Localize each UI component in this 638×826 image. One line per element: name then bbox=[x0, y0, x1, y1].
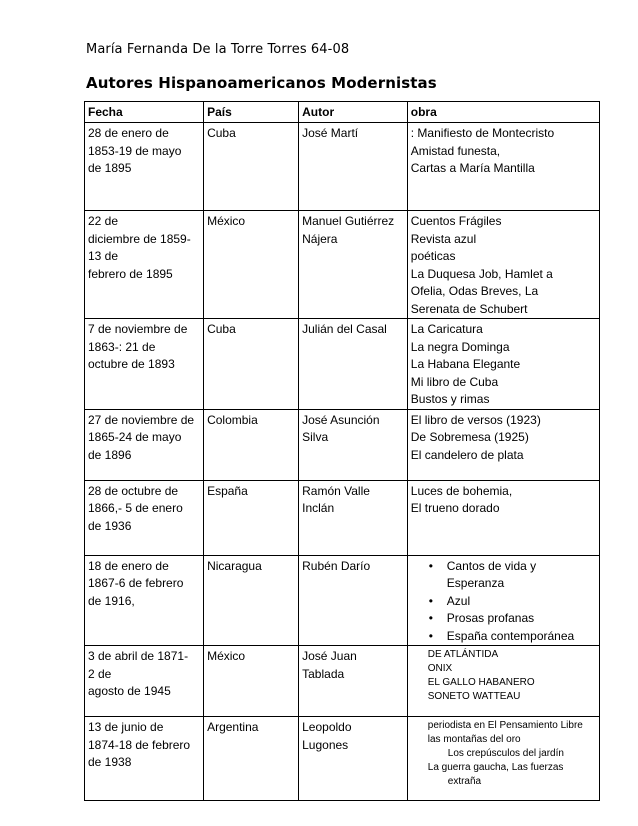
country-cell: México bbox=[204, 646, 299, 717]
date-line: 1866,- 5 de enero bbox=[88, 501, 183, 515]
work-item: Cuentos Frágiles bbox=[410, 214, 502, 228]
work-item: • España contemporánea bbox=[446, 628, 575, 643]
list-item bbox=[447, 593, 596, 611]
table-row bbox=[85, 555, 600, 646]
date-cell bbox=[85, 646, 204, 717]
work-item: Ofelia, Odas Breves, La bbox=[410, 284, 539, 298]
author-line: Manuel Gutiérrez bbox=[302, 214, 395, 228]
date-line: de 1938 bbox=[88, 755, 132, 769]
work-item: las montañas del oro bbox=[427, 734, 521, 745]
column-header-author: Autor bbox=[299, 102, 408, 123]
date-cell bbox=[85, 319, 204, 410]
author-cell bbox=[299, 717, 408, 801]
work-item: La guerra gaucha, Las fuerzas bbox=[427, 762, 564, 773]
work-item: periodista en El Pensamiento Libre bbox=[427, 720, 583, 731]
table-row bbox=[85, 409, 600, 480]
work-item: Amistad funesta, bbox=[410, 143, 501, 158]
date-line: 3 de abril de 1871- bbox=[88, 649, 189, 663]
work-item: • Azul bbox=[446, 593, 471, 608]
date-line: octubre de 1893 bbox=[88, 357, 175, 371]
country-cell: Cuba bbox=[204, 319, 299, 410]
table-row bbox=[85, 646, 600, 717]
work-item: De Sobremesa (1925) bbox=[410, 430, 529, 444]
author-line: Tablada bbox=[302, 666, 345, 681]
author-line: Julián del Casal bbox=[302, 322, 387, 336]
author-cell bbox=[299, 211, 408, 319]
work-item: El libro de versos (1923) bbox=[410, 412, 541, 427]
date-cell bbox=[85, 717, 204, 801]
work-item: La negra Dominga bbox=[410, 339, 510, 354]
date-line: 28 de octubre de bbox=[88, 483, 179, 498]
work-item: La Caricatura bbox=[410, 322, 483, 336]
date-line: diciembre de 1859- bbox=[88, 231, 191, 246]
table-row bbox=[85, 717, 600, 801]
work-item: La Duquesa Job, Hamlet a bbox=[410, 266, 553, 281]
date-cell bbox=[85, 480, 204, 555]
works-cell bbox=[407, 409, 599, 480]
author-cell bbox=[299, 480, 408, 555]
author-line: Leopoldo bbox=[302, 720, 352, 734]
date-cell bbox=[85, 211, 204, 319]
date-cell bbox=[85, 555, 204, 646]
author-cell bbox=[299, 409, 408, 480]
list-item bbox=[447, 610, 596, 628]
country-cell: España bbox=[204, 480, 299, 555]
country-cell: México bbox=[204, 211, 299, 319]
works-cell bbox=[407, 211, 599, 319]
author-line: José Martí bbox=[302, 126, 359, 140]
work-item: Cartas a María Mantilla bbox=[410, 161, 535, 175]
date-line: 2 de bbox=[88, 666, 112, 681]
date-line: 1863-: 21 de bbox=[88, 339, 156, 354]
date-line: 13 de bbox=[88, 249, 119, 263]
country-cell: Cuba bbox=[204, 123, 299, 211]
work-item: poéticas bbox=[410, 249, 456, 263]
date-line: de 1916, bbox=[88, 593, 135, 608]
date-cell bbox=[85, 409, 204, 480]
date-line: 13 de junio de bbox=[88, 720, 164, 734]
column-header-date: Fecha bbox=[85, 102, 204, 123]
work-item: Revista azul bbox=[410, 231, 477, 246]
date-line: 18 de enero de bbox=[88, 558, 169, 573]
date-line: 1867-6 de febrero bbox=[88, 576, 184, 590]
works-cell bbox=[407, 123, 599, 211]
work-item: Serenata de Schubert bbox=[410, 301, 528, 316]
author-line: Silva bbox=[302, 430, 329, 444]
author-line: María Fernanda De la Torre Torres 64-08 bbox=[86, 42, 350, 57]
column-header-works: obra bbox=[407, 102, 599, 123]
date-line: agosto de 1945 bbox=[88, 684, 171, 698]
date-line: 1874-18 de febrero bbox=[88, 737, 191, 752]
works-bullet-list bbox=[411, 558, 596, 646]
author-line: José Juan bbox=[302, 649, 357, 663]
authors-table bbox=[84, 101, 600, 801]
date-line: 27 de noviembre de bbox=[88, 412, 195, 427]
date-line: 1853-19 de mayo bbox=[88, 143, 182, 158]
document-title: Autores Hispanoamericanos Modernistas bbox=[86, 74, 437, 92]
work-item: Bustos y rimas bbox=[410, 392, 490, 406]
list-item bbox=[447, 628, 596, 646]
work-item: DE ATLÁNTIDA bbox=[427, 649, 499, 660]
work-item: : Manifiesto de Montecristo bbox=[410, 126, 555, 140]
work-item: Luces de bohemia, bbox=[410, 483, 513, 498]
table-header-row bbox=[85, 102, 600, 123]
works-cell bbox=[407, 646, 599, 717]
table-row bbox=[85, 319, 600, 410]
work-item: • Prosas profanas bbox=[446, 611, 535, 625]
column-header-country: País bbox=[204, 102, 299, 123]
date-line: 7 de noviembre de bbox=[88, 322, 188, 336]
author-cell bbox=[299, 646, 408, 717]
work-item: La Habana Elegante bbox=[410, 357, 521, 371]
author-line: Inclán bbox=[302, 501, 335, 515]
date-line: de 1936 bbox=[88, 518, 132, 533]
date-cell bbox=[85, 123, 204, 211]
date-line: de 1895 bbox=[88, 161, 132, 175]
author-line: José Asunción bbox=[302, 412, 380, 427]
work-item: El trueno dorado bbox=[410, 501, 500, 515]
table-row bbox=[85, 480, 600, 555]
work-item: Los crepúsculos del jardín bbox=[447, 748, 564, 759]
country-cell: Nicaragua bbox=[204, 555, 299, 646]
country-cell: Argentina bbox=[204, 717, 299, 801]
author-line: Lugones bbox=[302, 737, 349, 752]
date-line: 22 de bbox=[88, 214, 119, 228]
list-item bbox=[447, 558, 596, 593]
author-cell bbox=[299, 319, 408, 410]
author-cell bbox=[299, 123, 408, 211]
works-cell bbox=[407, 480, 599, 555]
work-item: extraña bbox=[447, 776, 482, 787]
date-line: 1865-24 de mayo bbox=[88, 430, 182, 444]
date-line: 28 de enero de bbox=[88, 126, 169, 140]
work-item: Mi libro de Cuba bbox=[410, 374, 499, 389]
table-row bbox=[85, 211, 600, 319]
author-line: Ramón Valle bbox=[302, 483, 370, 498]
work-item: El candelero de plata bbox=[410, 447, 524, 462]
works-cell bbox=[407, 319, 599, 410]
country-cell: Colombia bbox=[204, 409, 299, 480]
author-line: Rubén Darío bbox=[302, 558, 371, 573]
works-cell bbox=[407, 717, 599, 801]
date-line: de 1896 bbox=[88, 447, 132, 462]
works-cell bbox=[407, 555, 599, 646]
date-line: febrero de 1895 bbox=[88, 266, 173, 281]
work-item: EL GALLO HABANERO bbox=[427, 677, 535, 688]
author-cell bbox=[299, 555, 408, 646]
work-item: ONIX bbox=[427, 663, 453, 674]
work-item: SONETO WATTEAU bbox=[427, 691, 521, 702]
table-row bbox=[85, 123, 600, 211]
work-item: • Cantos de vida y Esperanza bbox=[446, 558, 537, 590]
author-line: Nájera bbox=[302, 231, 338, 246]
